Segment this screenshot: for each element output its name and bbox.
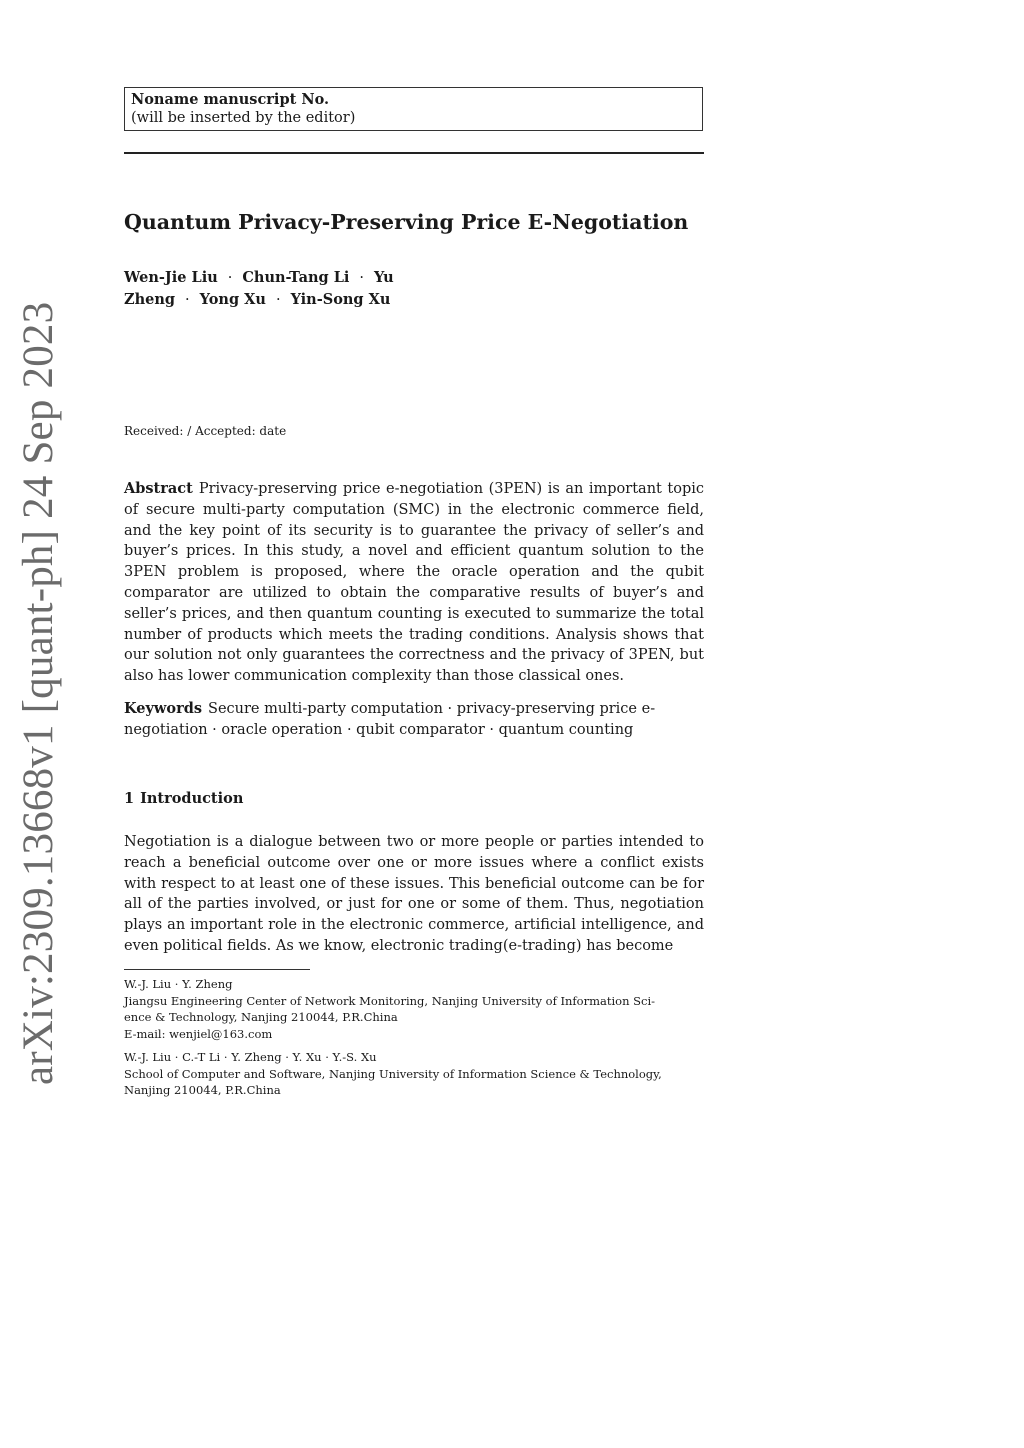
author-name: Yong Xu [199, 291, 266, 308]
author-separator: · [359, 270, 365, 286]
manuscript-number-label: Noname manuscript No. [131, 91, 330, 108]
section-number: 1 [124, 790, 135, 807]
author-list [124, 267, 544, 311]
author-separator: · [275, 292, 281, 308]
author-name: Yu [374, 269, 394, 286]
received-date: Received: / Accepted: date [124, 424, 287, 438]
author-separator: · [227, 270, 233, 286]
keywords-text: Secure multi-party computation · privacy-preserving price e-negotiation · oracle operation · qubit comparator · quantum counting [124, 701, 656, 738]
abstract-label: Abstract [124, 480, 193, 497]
footnote-affiliation: Nanjing 210044, P.R.China [124, 1083, 281, 1097]
author-name: Chun-Tang Li [242, 269, 350, 286]
section-title: Introduction [140, 790, 244, 807]
manuscript-editor-note: (will be inserted by the editor) [131, 110, 356, 126]
header-rule [124, 152, 704, 154]
section-heading-introduction [124, 790, 243, 807]
keywords [124, 699, 704, 741]
footnote-rule [124, 969, 310, 970]
footnote-affiliation: ence & Technology, Nanjing 210044, P.R.China [124, 1010, 398, 1024]
author-name: Zheng [124, 291, 176, 308]
footnote-authors: W.-J. Liu · C.-T Li · Y. Zheng · Y. Xu · Y.-S. Xu [124, 1050, 377, 1064]
footnote-email: E-mail: wenjiel@163.com [124, 1026, 273, 1041]
footnote-affiliation: Jiangsu Engineering Center of Network Monitoring, Nanjing University of Information Sci- [124, 993, 656, 1008]
footnote-authors: W.-J. Liu · Y. Zheng [124, 977, 233, 991]
arxiv-side-stamp: arXiv:2309.13668v1 [quant-ph] 24 Sep 2023 [15, 301, 62, 1085]
abstract [124, 479, 704, 687]
author-separator: · [185, 292, 190, 308]
affiliation-footnote-1 [124, 976, 704, 1042]
author-line-2 [124, 289, 544, 311]
keywords-label: Keywords [124, 700, 203, 717]
paper-title: Quantum Privacy-Preserving Price E-Negotiation [124, 210, 689, 234]
manuscript-box [124, 87, 703, 131]
author-name: Yin-Song Xu [290, 291, 391, 308]
affiliation-footnote-2 [124, 1049, 704, 1099]
author-name: Wen-Jie Liu [124, 269, 218, 286]
footnote-affiliation: School of Computer and Software, Nanjing University of Information Science & Technology, [124, 1066, 662, 1081]
abstract-text: Privacy-preserving price e-negotiation (3PEN) is an important topic of secure multi-party computation (SMC) in the electronic commerce field, and the key point of its security is to guarantee the privacy of seller’s and buyer’s prices. In this study, a novel and efficient quantum solution to the 3PEN problem is proposed, where the oracle operation and the qubit comparator are utilized to obtain the comparative results of buyer’s and seller’s prices, and then quantum counting is executed to summarize the total number of products which meets the trading conditions. Analysis shows that our solution not only guarantees the correctness and the privacy of 3PEN, but also has lower communication complexity than those classical ones. [124, 481, 704, 685]
introduction-paragraph: Negotiation is a dialogue between two or more people or parties intended to reach a beneficial outcome over one or more issues where a conflict exists with respect to at least one of these issues. This beneficial outcome can be for all of the parties involved, or just for one or some of them. Thus, negotiation plays an important role in the electronic commerce, artificial intelligence, and even political fields. As we know, electronic trading(e-trading) has become [124, 834, 704, 954]
author-line-1 [124, 267, 544, 289]
